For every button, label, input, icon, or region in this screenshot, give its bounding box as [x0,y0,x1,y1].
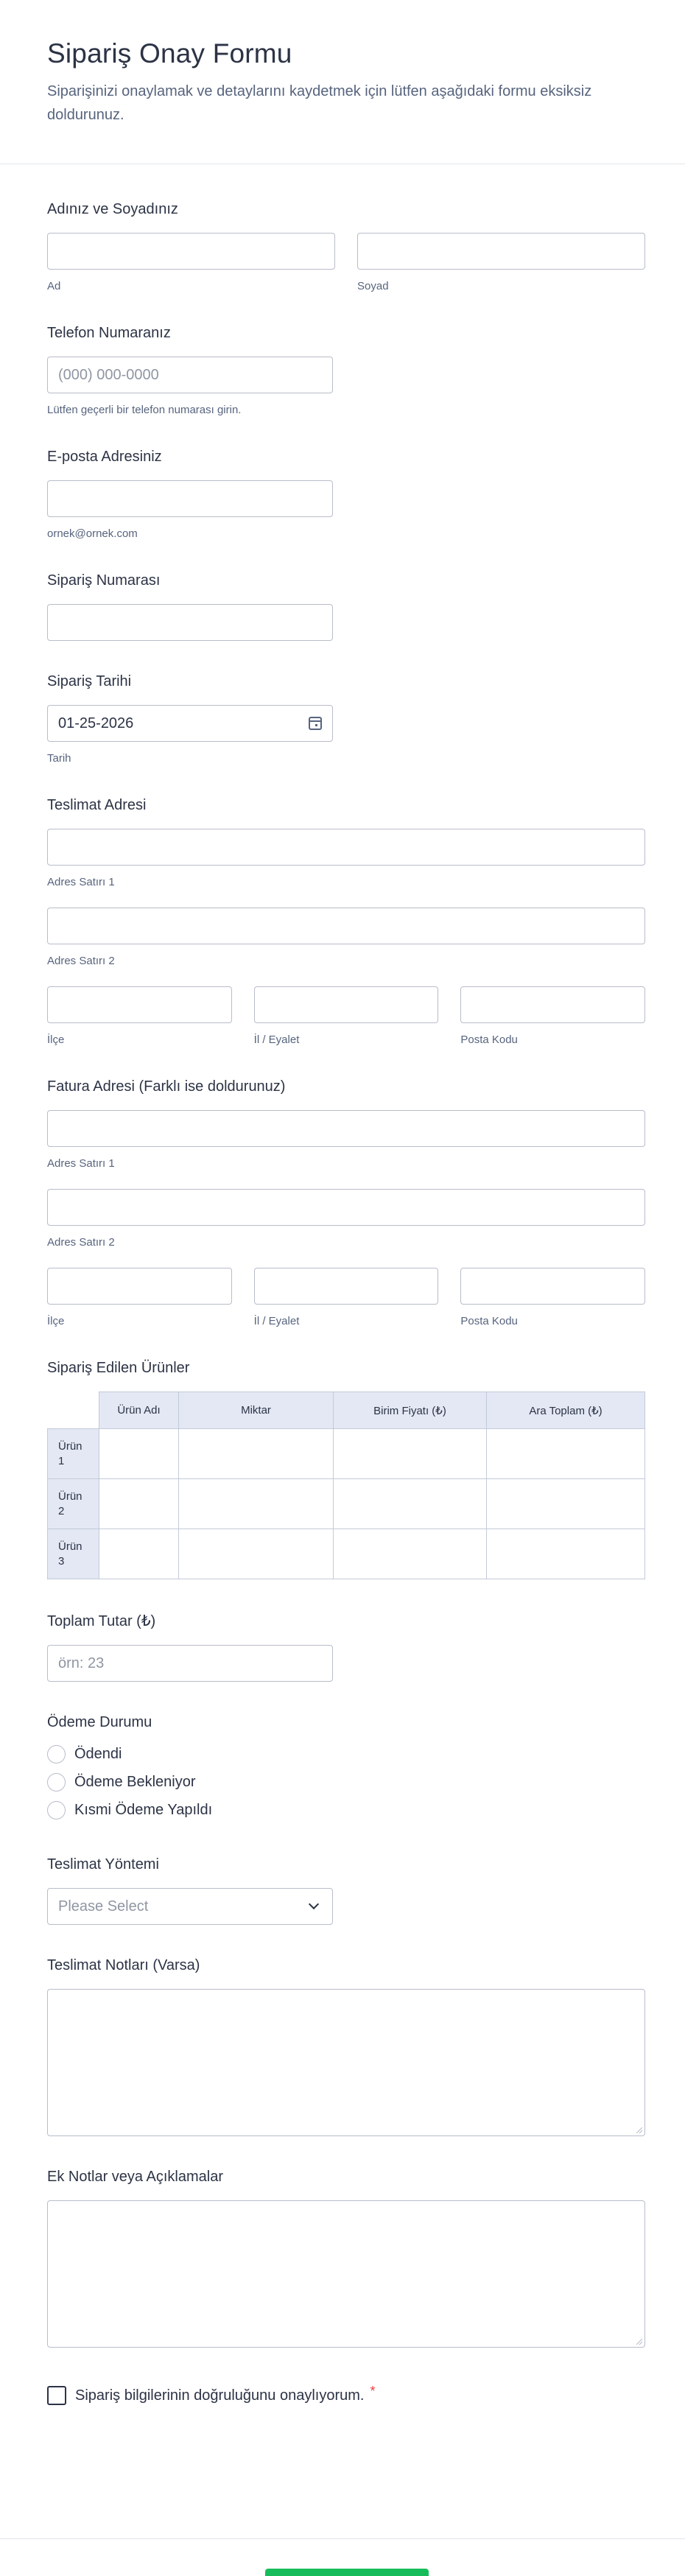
phone-input[interactable]: (000) 000-0000 [47,357,333,393]
radio-label: Ödendi [74,1745,122,1762]
billing-line1-sublabel: Adres Satırı 1 [47,1157,115,1170]
shipping-district-sublabel: İlçe [47,1033,65,1046]
delivery-notes-textarea[interactable] [47,1989,645,2136]
email-label: E-posta Adresiniz [47,449,162,465]
billing-postal-sublabel: Posta Kodu [460,1315,518,1327]
table-row [48,1529,645,1579]
shipping-postal-sublabel: Posta Kodu [460,1033,518,1046]
shipping-province-input[interactable] [254,986,439,1023]
row-header: Ürün 1 [48,1429,99,1479]
table-cell[interactable] [179,1479,334,1529]
table-cell[interactable] [179,1529,334,1579]
required-mark: * [370,2383,376,2398]
extra-notes-field [47,2169,645,2348]
form-header [0,0,685,164]
first-name-input[interactable] [47,233,335,270]
order-date-input[interactable] [47,705,333,742]
radio-button[interactable] [47,1801,66,1819]
payment-option-partial[interactable] [47,1796,645,1824]
table-cell[interactable] [179,1429,334,1479]
table-row [48,1429,645,1479]
name-field [47,201,645,292]
first-name-sublabel: Ad [47,280,61,292]
order-date-label: Sipariş Tarihi [47,673,132,689]
billing-address-field [47,1078,645,1327]
delivery-notes-field [47,1957,645,2136]
billing-address-label: Fatura Adresi (Farklı ise doldurunuz) [47,1078,286,1095]
table-cell[interactable] [487,1529,645,1579]
delivery-method-select[interactable] [47,1888,333,1925]
total-input[interactable]: örn: 23 [47,1645,333,1682]
email-field [47,449,645,540]
form-description: Siparişinizi onaylamak ve detaylarını kaydetmek için lütfen aşağıdaki formu eksiksiz doldurunuz. [47,83,592,123]
table-cell[interactable] [334,1529,487,1579]
page-title: Sipariş Onay Formu [47,38,292,69]
radio-button[interactable] [47,1773,66,1791]
confirm-label: Sipariş bilgilerinin doğruluğunu onaylıyorum. [75,2387,365,2404]
billing-postal-input[interactable] [460,1268,645,1305]
last-name-input[interactable] [357,233,645,270]
billing-province-input[interactable] [254,1268,439,1305]
radio-label: Ödeme Bekleniyor [74,1773,196,1790]
column-header: Miktar [179,1392,334,1429]
row-header: Ürün 2 [48,1479,99,1529]
phone-field [47,325,645,416]
shipping-postal-input[interactable] [460,986,645,1023]
order-number-label: Sipariş Numarası [47,572,161,589]
order-form [0,201,685,2405]
delivery-notes-label: Teslimat Notları (Varsa) [47,1957,200,1973]
table-cell[interactable] [487,1479,645,1529]
billing-district-input[interactable] [47,1268,232,1305]
table-row [48,1479,645,1529]
email-sublabel: ornek@ornek.com [47,527,138,540]
payment-field [47,1714,645,1824]
products-field [47,1360,645,1579]
table-cell[interactable] [99,1479,179,1529]
table-cell[interactable] [334,1479,487,1529]
shipping-line1-input[interactable] [47,829,645,866]
column-header: Birim Fiyatı (₺) [334,1392,487,1429]
shipping-province-sublabel: İl / Eyalet [253,1033,300,1046]
shipping-line2-input[interactable] [47,908,645,944]
email-input[interactable] [47,480,333,517]
shipping-district-input[interactable] [47,986,232,1023]
order-number-input[interactable] [47,604,333,641]
phone-label: Telefon Numaranız [47,325,171,341]
delivery-method-field [47,1856,645,1925]
order-number-field [47,572,645,641]
calendar-icon[interactable] [309,717,322,730]
shipping-line1-sublabel: Adres Satırı 1 [47,876,115,888]
billing-line2-sublabel: Adres Satırı 2 [47,1236,115,1249]
name-label: Adınız ve Soyadınız [47,201,178,217]
table-cell[interactable] [99,1429,179,1479]
total-field [47,1612,645,1682]
order-date-value: 01-25-2026 [58,715,134,731]
select-placeholder: Please Select [58,1898,149,1915]
form-footer [0,2538,685,2572]
total-label: Toplam Tutar (₺) [47,1613,156,1629]
chevron-down-icon [309,1899,319,1909]
billing-line1-input[interactable] [47,1110,645,1147]
confirm-checkbox[interactable] [47,2386,66,2405]
submit-button[interactable] [265,2569,429,2576]
shipping-address-field [47,797,645,1046]
table-cell[interactable] [487,1429,645,1479]
order-date-field [47,673,645,765]
payment-option-paid[interactable] [47,1740,645,1768]
billing-district-sublabel: İlçe [47,1315,65,1327]
radio-label: Kısmi Ödeme Yapıldı [74,1801,213,1818]
column-header: Ürün Adı [99,1392,179,1429]
order-date-sublabel: Tarih [47,752,71,765]
confirm-checkbox-row[interactable] [47,2383,645,2405]
table-corner [48,1392,99,1429]
extra-notes-label: Ek Notlar veya Açıklamalar [47,2169,223,2185]
payment-label: Ödeme Durumu [47,1714,152,1730]
phone-sublabel: Lütfen geçerli bir telefon numarası girin. [47,404,242,416]
column-header: Ara Toplam (₺) [487,1392,645,1429]
table-cell[interactable] [99,1529,179,1579]
last-name-sublabel: Soyad [357,280,389,292]
radio-button[interactable] [47,1745,66,1763]
products-label: Sipariş Edilen Ürünler [47,1360,190,1376]
payment-option-pending[interactable] [47,1768,645,1796]
shipping-address-label: Teslimat Adresi [47,797,147,813]
table-cell[interactable] [334,1429,487,1479]
billing-line2-input[interactable] [47,1189,645,1226]
billing-province-sublabel: İl / Eyalet [253,1315,300,1327]
products-table [47,1391,645,1579]
confirm-field [47,2383,645,2405]
shipping-line2-sublabel: Adres Satırı 2 [47,955,115,967]
extra-notes-textarea[interactable] [47,2200,645,2348]
row-header: Ürün 3 [48,1529,99,1579]
delivery-method-label: Teslimat Yöntemi [47,1856,159,1873]
